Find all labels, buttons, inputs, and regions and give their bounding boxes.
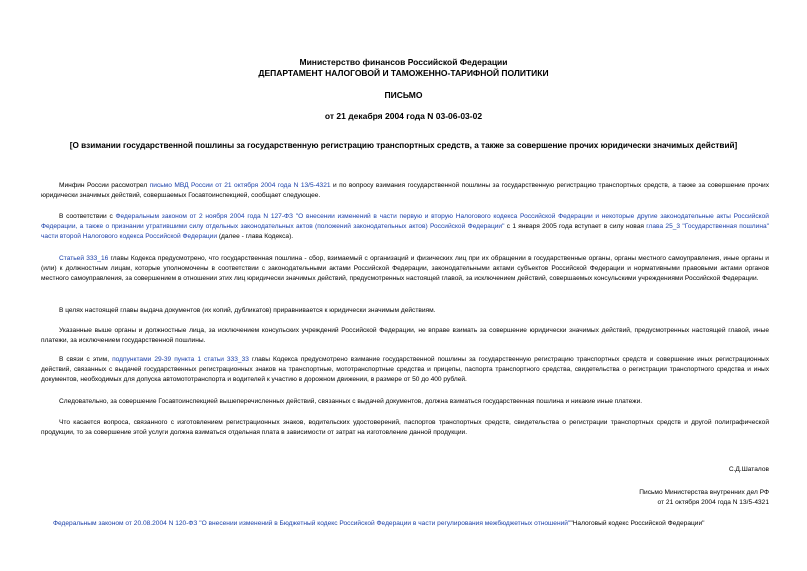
document-subject: [О взимании государственной пошлины за государственную регистрацию транспортных средств, а также за совершение прочих юридически значимых действий] [69,141,738,150]
footer-note [41,519,769,529]
paragraph-text: В связи с этим, [59,356,113,363]
paragraph-7: Следовательно, за совершение Госавтоинспекцией вышеперечисленных действий, связанных с выдачей документов, должна взиматься государственная пошлина и никакие иные платежи. [59,398,643,405]
mvd-letter-link[interactable]: письмо МВД России от 21 октября 2004 года N 13/5-4321 [149,182,331,189]
paragraph-1 [41,181,769,201]
paragraph-text: В соответствии с [59,213,116,220]
article-333-16-link[interactable]: Статьей 333_16 [59,255,109,262]
paragraph-4: В целях настоящей главы выдача документов (их копий, дубликатов) приравнивается к юридически значимым действиям. [59,307,436,314]
paragraph-text: и по вопросу взимания государственной пошлины за государственную регистрацию транспортных средств, а также за совершение прочих юридически значимых действий, совершаемых Госавтоинспекцией, сообщает следующее. [41,182,769,199]
document-date-number: от 21 декабря 2004 года N 03-06-03-02 [324,111,483,121]
tax-code-title: "Налоговый кодекс Российской Федерации" [570,520,705,527]
paragraph-text: (далее - глава Кодекса). [217,233,294,240]
paragraph-6 [41,355,769,385]
ministry-name: Министерство финансов Российской Федерации [299,57,508,67]
paragraph-text: с 1 января 2005 года вступает в силу новая [504,223,647,230]
department-name: ДЕПАРТАМЕНТ НАЛОГОВОЙ И ТАМОЖЕННО-ТАРИФНОЙ ПОЛИТИКИ [258,68,549,78]
paragraph-text: главы Кодекса предусмотрено взимание государственной пошлины за государственную регистрацию транспортных средств и совершение иных регистрационных действий, связанных с выдачей государственных регистрационных знаков на транспортные, мототранспортные средства и прицепы, паспорта транспортного средства, свидетельства о регистрации транспортного средства и иных документов, необходимых для допуска автомототранспорта и водителей к участию в дорожном движении, в размере от 50 до 400 рублей. [41,356,769,383]
reference-line-1: Письмо Министерства внутренних дел РФ [639,489,769,496]
federal-law-127-link[interactable]: Федеральным законом от 2 ноября 2004 года N 127-ФЗ "О внесении изменений в части первую и вторую Налогового кодекса Российской Федерации и некоторые другие законодательные акты Российской Федерации, а также о признании утратившими силу отдельных законодательных актов (положений законодательных актов) Российской Федерации" [41,213,769,230]
reference-line-2: от 21 октября 2004 года N 13/5-4321 [657,499,769,506]
subparagraphs-29-39-link[interactable]: подпунктами 29-39 пункта 1 статьи 333_33 [112,356,249,363]
paragraph-8: Что касается вопроса, связанного с изготовлением регистрационных знаков, водительских удостоверений, паспортов транспортных средств, свидетельства о регистрации транспортных средств и другой полиграфической продукции, то за совершение этой услуги должна взиматься отдельная плата в зависимости от затрат на изготовление данной продукции. [41,419,769,436]
paragraph-2 [41,212,769,242]
paragraph-5: Указанные выше органы и должностные лица, за исключением консульских учреждений Российской Федерации, не вправе взимать за совершение юридически значимых действий, предусмотренных настоящей главой, иные платежи, за исключением государственной пошлины. [41,327,769,344]
paragraph-text: Минфин России рассмотрел [59,182,150,189]
signature: С.Д.Шаталов [728,466,769,473]
federal-law-120-link[interactable]: Федеральным законом от 20.08.2004 N 120-ФЗ "О внесении изменений в Бюджетный кодекс Российской Федерации в части регулирования межбюджетных отношений" [53,520,571,527]
paragraph-text: главы Кодекса предусмотрено, что государственная пошлина - сбор, взимаемый с организаций и физических лиц при их обращении в государственные органы, органы местного самоуправления, иные органы и (или) к должностным лицам, которые уполномочены в соответствии с законодательными актами Российской Федерации, законодательными актами субъектов Российской Федерации и нормативными правовыми актами органов местного самоуправления, за совершением в отношении этих лиц юридически значимых действий, предусмотренных настоящей главой, за исключением действий, совершаемых консульскими учреждениями Российской Федерации. [41,255,769,282]
chapter-25-3-link[interactable]: глава 25_3 "Государственная пошлина" части второй Налогового кодекса Российской Федерации [41,223,769,240]
document-type: ПИСЬМО [384,90,423,100]
paragraph-3 [41,254,769,284]
